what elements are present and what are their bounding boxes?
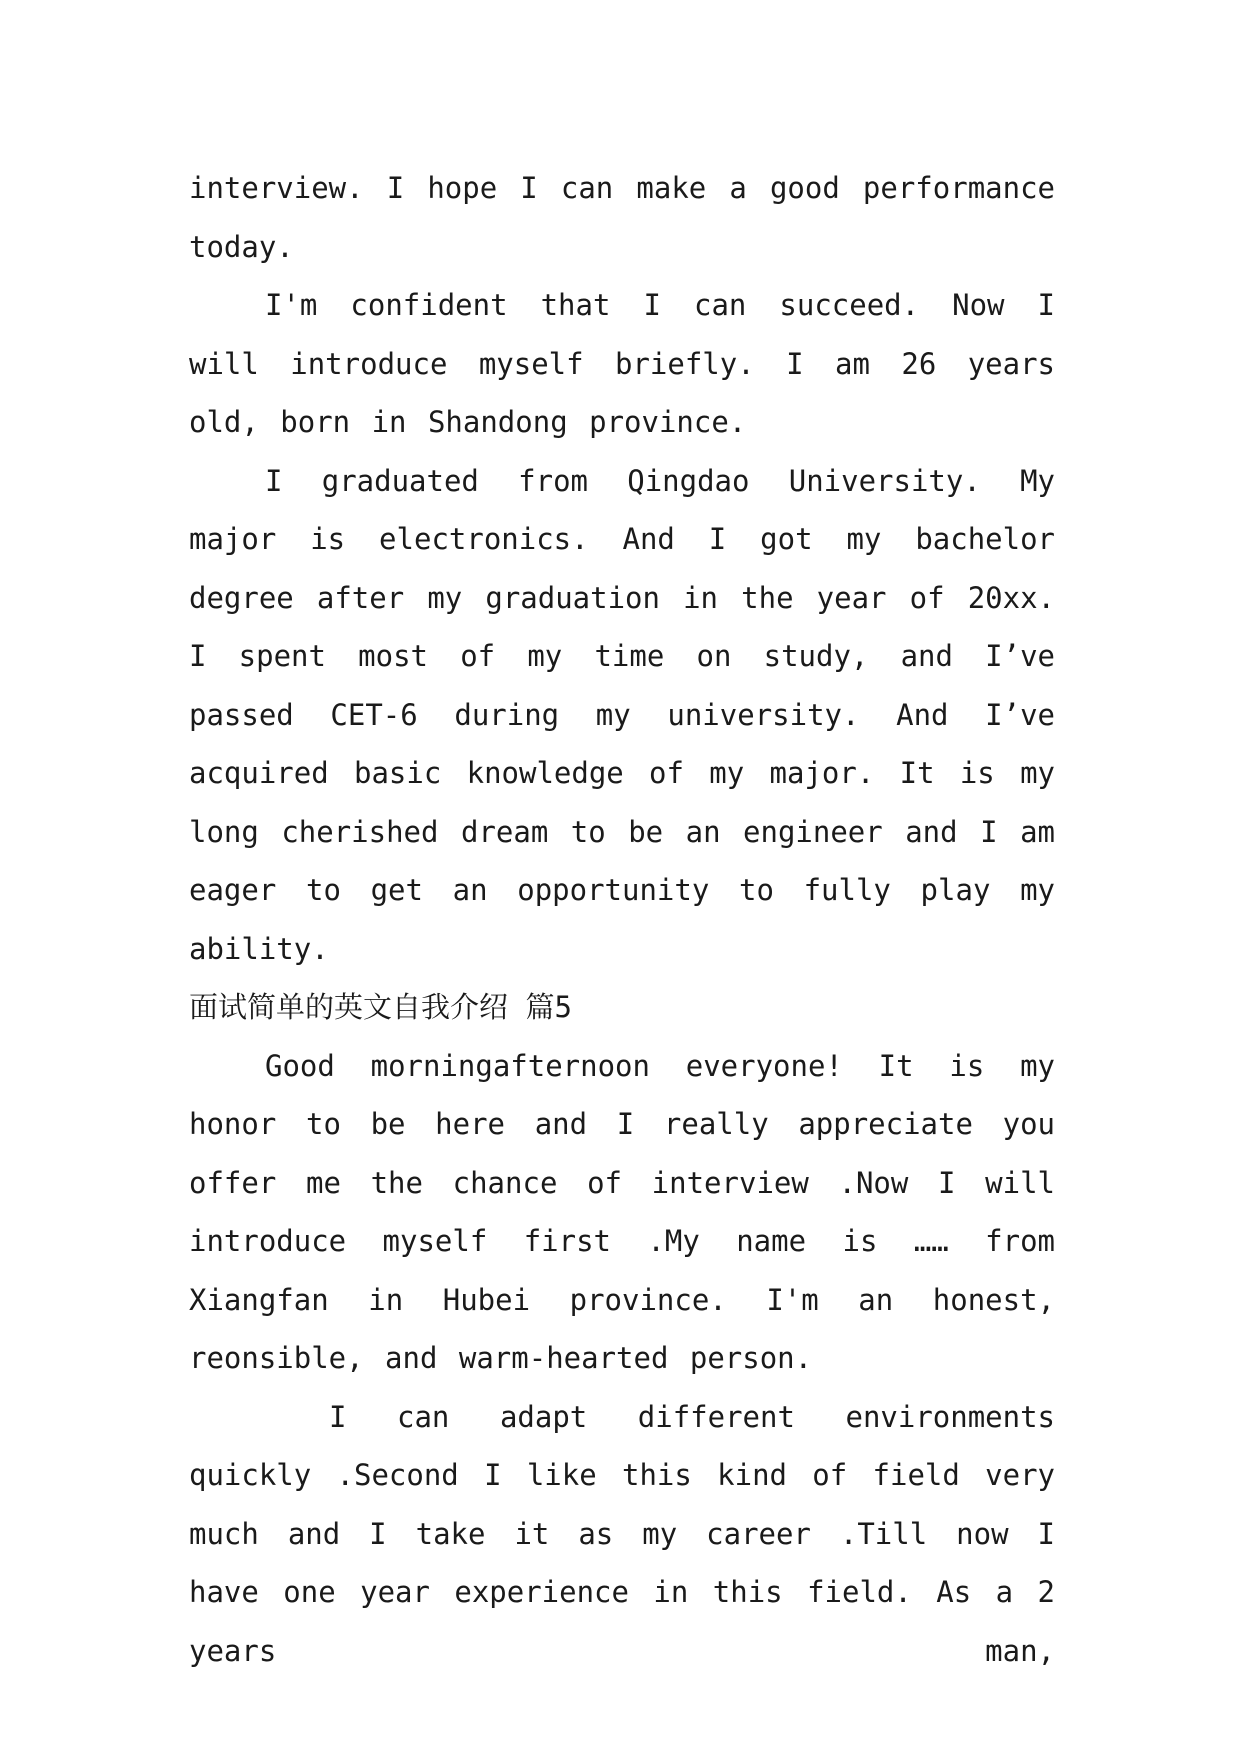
document-body xyxy=(189,159,1055,1680)
paragraph-introduction: I'm confident that I can succeed. Now I will introduce myself briefly. I am 26 years old, born in Shandong province. xyxy=(189,288,1055,439)
paragraph-education: I graduated from Qingdao University. My major is electronics. And I got my bachelor degree after my graduation in the year of 20xx. I spent most of my time on study, and I’ve passed CET-6 during my university. And I’ve acquired basic knowledge of my major. It is my long cherished dream to be an engineer and I am eager to get an opportunity to fully play my ability. xyxy=(189,463,1055,966)
paragraph-interview-hope: interview. I hope I can make a good performance today. xyxy=(189,171,1055,264)
paragraph-greeting: Good morningafternoon everyone! It is my honor to be here and I really appreciate you offer me the chance of interview .Now I will introduce myself first .My name is …… from Xiangfan in Hubei province. I'm an honest, reonsible, and warm-hearted person. xyxy=(189,1048,1055,1375)
section-heading: 面试简单的英文自我介绍 篇5 xyxy=(189,990,572,1024)
paragraph-adaptability: I can adapt different environments quickly .Second I like this kind of field very much and I take it as my career .Till now I have one year experience in this field. As a 2 years man, xyxy=(189,1399,1055,1668)
